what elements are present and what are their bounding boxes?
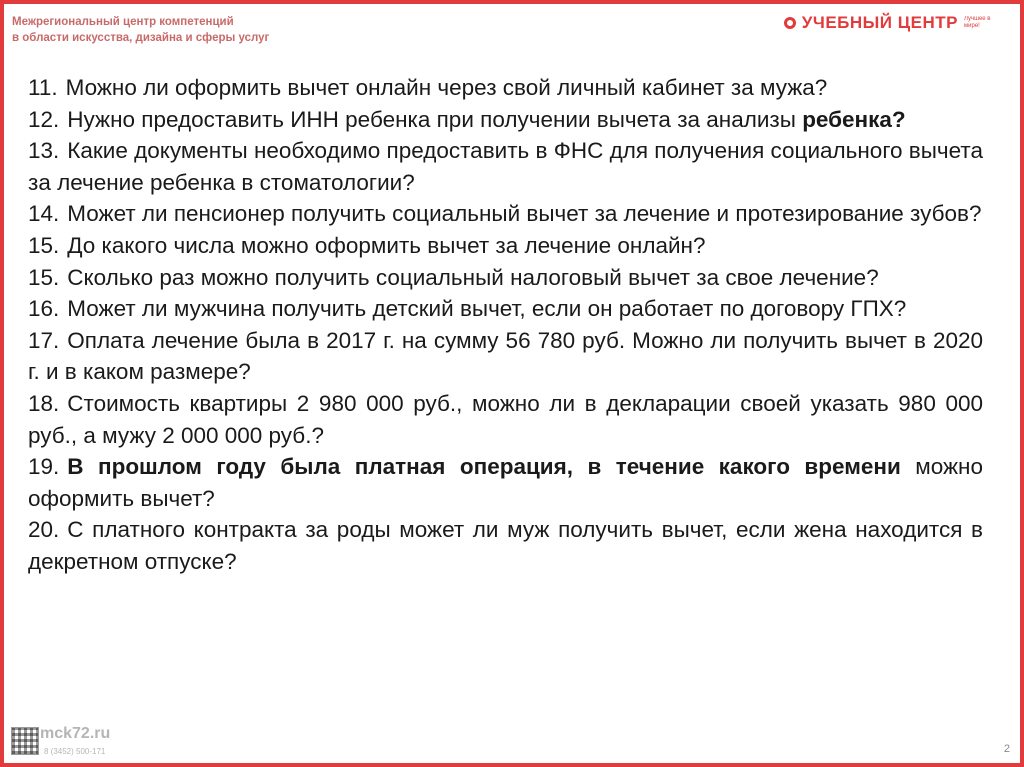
question-text: До какого числа можно оформить вычет за лечение онлайн?	[67, 232, 706, 258]
question-item	[28, 230, 983, 262]
question-item	[28, 262, 983, 294]
question-number: 15.	[28, 264, 60, 290]
question-text: Может ли пенсионер получить социальный вычет за лечение и протезирование зубов?	[67, 201, 982, 227]
question-item	[28, 388, 983, 451]
question-text: Можно ли оформить вычет онлайн через свой личный кабинет за мужа?	[65, 75, 828, 100]
question-number: 11.	[28, 75, 58, 100]
question-number: 17.	[28, 327, 60, 353]
organization-name-line2: в области искусства, дизайна и сферы услуг	[12, 32, 270, 44]
question-item	[28, 451, 983, 514]
footer-site: mck72.ru	[40, 725, 111, 742]
question-text: Стоимость квартиры 2 980 000 руб., можно ли в декларации своей указать 980 000 руб., а мужу 2 000 000 руб.?	[28, 390, 983, 448]
question-text: Оплата лечение была в 2017 г. на сумму 56 780 руб. Можно ли получить вычет в 2020 г. и в каком размере?	[28, 327, 983, 385]
question-number: 19.	[28, 454, 60, 480]
question-text: С платного контракта за роды может ли муж получить вычет, если жена находится в декретном отпуске?	[28, 517, 983, 574]
question-number: 14.	[28, 201, 60, 227]
organization-name-line1: Межрегиональный центр компетенций	[12, 16, 234, 28]
question-item	[28, 198, 983, 230]
qr-code-icon	[11, 727, 39, 755]
question-text: Сколько раз можно получить социальный налоговый вычет за свое лечение?	[67, 264, 879, 290]
question-number: 18.	[28, 390, 60, 416]
question-text-bold: ребенка?	[802, 106, 906, 132]
question-item	[28, 104, 983, 136]
circle-logo-icon	[784, 17, 796, 29]
question-item	[28, 293, 983, 325]
question-text: Какие документы необходимо предоставить в ФНС для получения социального вычета за лечение ребенка в стоматологии?	[28, 138, 983, 195]
brand-name: УЧЕБНЫЙ ЦЕНТР	[801, 13, 958, 32]
brand-tagline: Лучшее в мире!	[964, 16, 991, 29]
question-number: 15.	[28, 232, 60, 258]
footer-phone: 8 (3452) 500-171	[44, 747, 106, 756]
question-number: 13.	[28, 138, 60, 164]
question-item	[28, 72, 983, 104]
brand-logo	[784, 13, 1002, 33]
question-text-bold: В прошлом году была платная операция, в течение какого времени	[67, 454, 901, 480]
question-number: 16.	[28, 296, 60, 322]
question-item	[28, 325, 983, 388]
question-text: Может ли мужчина получить детский вычет, если он работает по договору ГПХ?	[67, 296, 907, 322]
question-text: можно оформить вычет?	[28, 454, 983, 511]
page-number: 2	[1003, 743, 1010, 755]
question-number: 20.	[28, 517, 60, 543]
organization-name	[12, 14, 269, 46]
question-number: 12.	[28, 106, 60, 132]
question-text: Нужно предоставить ИНН ребенка при получении вычета за анализы	[67, 106, 796, 132]
question-item	[28, 135, 983, 198]
question-item	[28, 514, 983, 577]
question-list	[28, 72, 983, 578]
